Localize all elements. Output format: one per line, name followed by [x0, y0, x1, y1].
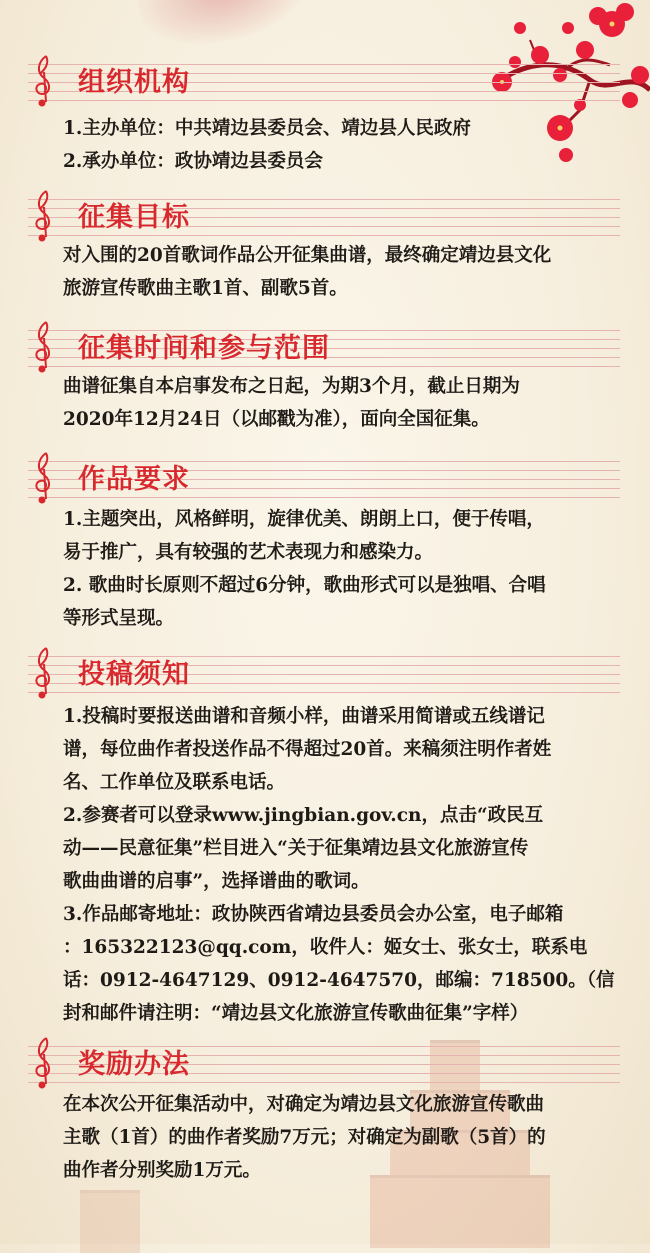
- section-body: [63, 239, 603, 305]
- section-heading: 投稿须知: [78, 659, 190, 690]
- treble-clef-icon: [30, 1034, 60, 1090]
- text-line: 动——民意征集”栏目进入“关于征集靖边县文化旅游宣传: [63, 838, 529, 859]
- treble-clef-icon: [30, 644, 60, 700]
- text-line: 等形式呈现。: [63, 608, 175, 629]
- text-line: 3.作品邮寄地址：政协陕西省靖边县委员会办公室，电子邮箱: [63, 904, 564, 925]
- text-line: 名、工作单位及联系电话。: [63, 772, 286, 793]
- text-line: 谱，每位曲作者投送作品不得超过20首。来稿须注明作者姓: [63, 739, 552, 760]
- section-heading: 征集目标: [78, 202, 190, 233]
- section-heading: 征集时间和参与范围: [78, 333, 330, 364]
- decorative-sketch: [135, 0, 316, 57]
- text-line: 话：0912-4647129、0912-4647570，邮编：718500。（信: [63, 970, 615, 991]
- text-line: 2020年12月24日（以邮戳为准），面向全国征集。: [63, 409, 490, 430]
- text-line: 封和邮件请注明：“靖边县文化旅游宣传歌曲征集”字样）: [63, 1003, 529, 1024]
- section-body: [63, 370, 603, 436]
- text-line: 2. 歌曲时长原则不超过6分钟，歌曲形式可以是独唱、合唱: [63, 575, 546, 596]
- text-line: 歌曲曲谱的启事”，选择谱曲的歌词。: [63, 871, 370, 892]
- text-line: 2.参赛者可以登录www.jingbian.gov.cn，点击“政民互: [63, 805, 544, 826]
- text-line: 主歌（1首）的曲作者奖励7万元；对确定为副歌（5首）的: [63, 1127, 546, 1148]
- section-heading: 作品要求: [78, 464, 190, 495]
- text-line: 易于推广，具有较强的艺术表现力和感染力。: [63, 542, 434, 563]
- section-body: [63, 1088, 603, 1187]
- text-line: 曲作者分别奖励1万元。: [63, 1160, 261, 1181]
- section-body: [63, 112, 603, 178]
- section-body: [63, 503, 603, 635]
- text-line: 对入围的20首歌词作品公开征集曲谱，最终确定靖边县文化: [63, 245, 552, 266]
- text-line: 2.承办单位：政协靖边县委员会: [63, 151, 323, 172]
- section-heading: 奖励办法: [78, 1049, 190, 1080]
- text-line: 1.主办单位：中共靖边县委员会、靖边县人民政府: [63, 118, 471, 139]
- treble-clef-icon: [30, 52, 60, 108]
- section-heading: 组织机构: [78, 67, 190, 98]
- treble-clef-icon: [30, 318, 60, 374]
- text-line: 1.主题突出，风格鲜明，旋律优美、朗朗上口，便于传唱，: [63, 509, 545, 530]
- section-body: [63, 700, 615, 1030]
- text-line: 曲谱征集自本启事发布之日起，为期3个月，截止日期为: [63, 376, 520, 397]
- text-line: 1.投稿时要报送曲谱和音频小样，曲谱采用简谱或五线谱记: [63, 706, 545, 727]
- treble-clef-icon: [30, 187, 60, 243]
- text-line: 旅游宣传歌曲主歌1首、副歌5首。: [63, 278, 348, 299]
- text-line: ：165322123@qq.com，收件人：姬女士、张女士，联系电: [63, 937, 588, 958]
- treble-clef-icon: [30, 449, 60, 505]
- text-line: 在本次公开征集活动中，对确定为靖边县文化旅游宣传歌曲: [63, 1094, 545, 1115]
